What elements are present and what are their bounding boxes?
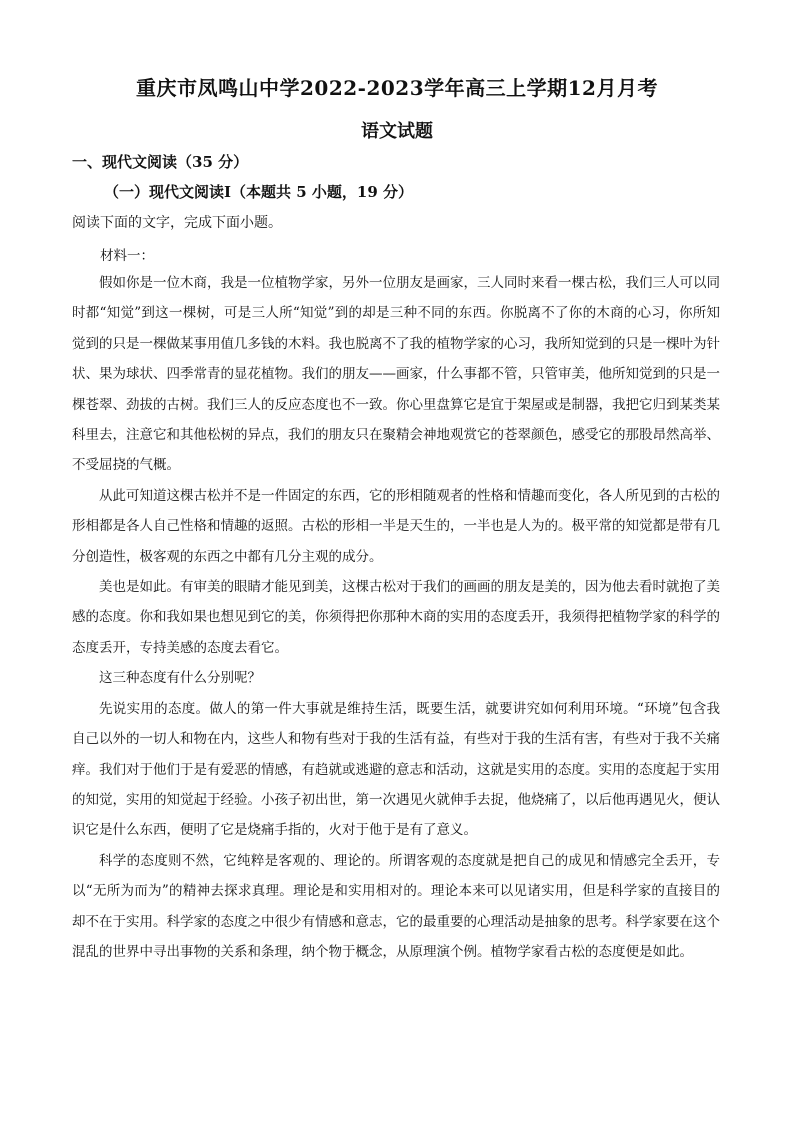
passage-paragraph-4: 这三种态度有什么分别呢？ [99,670,261,687]
passage-paragraph-3: 美也是如此。有审美的眼睛才能见到美，这棵古松对于我们的画画的朋友是美的，因为他去看时就抱了美感的态度。你和我如果也想见到它的美，你须得把你那种木商的实用的态度丢开，我须得把植物学家的科学的态度丢开，专持美感的态度去看它。 [72,579,720,656]
passage-paragraph-5: 先说实用的态度。做人的第一件大事就是维持生活，既要生活，就要讲究如何利用环境。“环境”包含我自己以外的一切人和物在内，这些人和物有些对于我的生活有益，有些对于我的生活有害，有些对于我不关痛痒。我们对于他们于是有爱恶的情感，有趋就或逃避的意志和活动，这就是实用的态度。实用的态度起于实用的知觉，实用的知觉起于经验。小孩子初出世，第一次遇见火就伸手去捉，他烧痛了，以后他再遇见火，便认识它是什么东西，便明了它是烧痛手指的，火对于他于是有了意义。 [72,700,720,839]
reading-passage [72,268,720,967]
exam-title: 重庆市凤鸣山中学2022-2023学年高三上学期12月月考 [136,76,658,100]
section-heading: 一、现代文阅读（35 分） [72,153,249,171]
subsection-heading: （一）现代文阅读Ⅰ（本题共 5 小题，19 分） [104,183,413,201]
passage-paragraph-1: 假如你是一位木商，我是一位植物学家，另外一位朋友是画家，三人同时来看一棵古松，我们三人可以同时都“知觉”到这一棵树，可是三人所“知觉”到的却是三种不同的东西。你脱离不了你的木商的心习，你所知觉到的只是一棵做某事用值几多钱的木料。我也脱离不了我的植物学家的心习，我所知觉到的只是一棵叶为针状、果为球状、四季常青的显花植物。我们的朋友——画家，什么事都不管，只管审美，他所知觉到的只是一棵苍翠、劲拔的古树。我们三人的反应态度也不一致。你心里盘算它是宜于架屋或是制器，我把它归到某类某科里去，注意它和其他松树的异点，我们的朋友只在聚精会神地观赏它的苍翠颜色，感受它的那股昂然高举、不受屈挠的气概。 [72,275,720,474]
passage-paragraph-6: 科学的态度则不然，它纯粹是客观的、理论的。所谓客观的态度就是把自己的成见和情感完全丢开，专以“无所为而为”的精神去探求真理。理论是和实用相对的。理论本来可以见诸实用，但是科学家的直接目的却不在于实用。科学家的态度之中很少有情感和意志，它的最重要的心理活动是抽象的思考。科学家要在这个混乱的世界中寻出事物的关系和条理，纳个物于概念，从原理演个例。植物学家看古松的态度便是如此。 [72,852,720,960]
passage-paragraph-2: 从此可知道这棵古松并不是一件固定的东西，它的形相随观者的性格和情趣而变化，各人所见到的古松的形相都是各人自己性格和情趣的返照。古松的形相一半是天生的，一半也是人为的。极平常的知觉都是带有几分创造性，极客观的东西之中都有几分主观的成分。 [72,487,720,565]
reading-instruction: 阅读下面的文字，完成下面小题。 [72,215,282,231]
exam-subject-title: 语文试题 [361,121,433,142]
material-label: 材料一： [100,248,154,264]
